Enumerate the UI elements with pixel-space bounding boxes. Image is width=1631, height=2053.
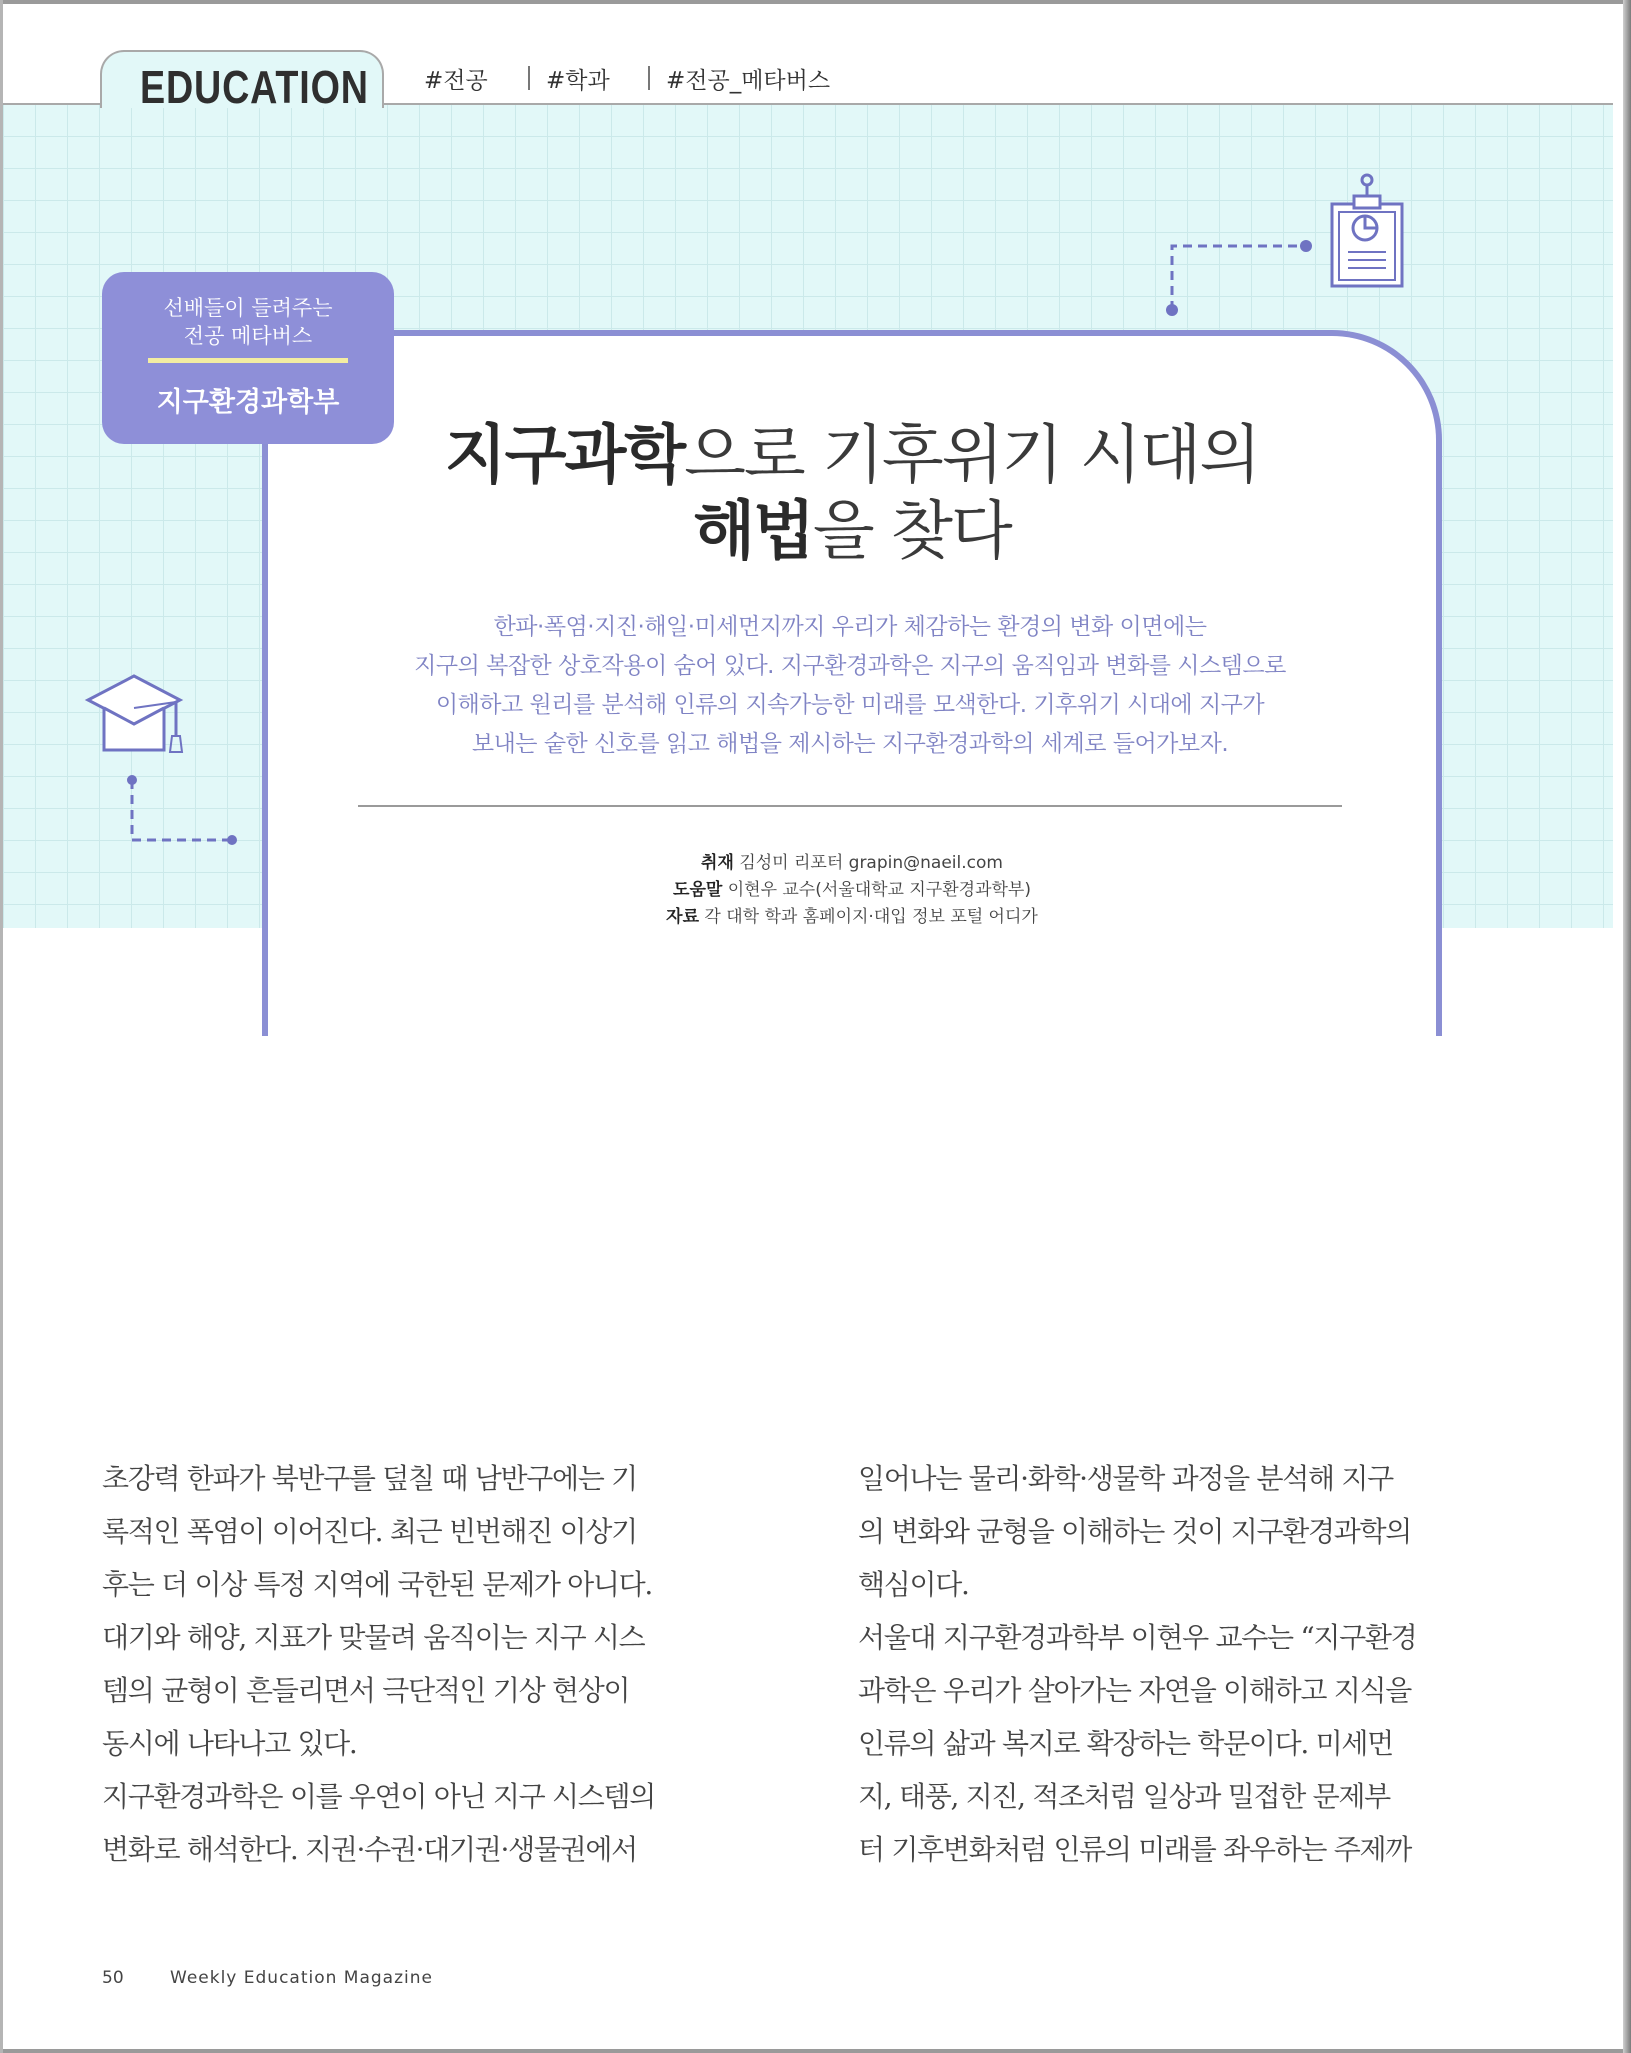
body-line: 후는 더 이상 특정 지역에 국한된 문제가 아니다. — [102, 1568, 653, 1601]
body-line: 과학은 우리가 살아가는 자연을 이해하고 지식을 — [858, 1674, 1411, 1707]
lead-line: 지구의 복잡한 상호작용이 숨어 있다. 지구환경과학은 지구의 움직임과 변화를 시스템으로 — [414, 653, 1286, 679]
clipboard-chart-icon — [1160, 170, 1420, 320]
credit-label: 도움말 — [673, 880, 723, 900]
article-lead — [300, 608, 1400, 764]
body-line: 지구환경과학은 이를 우연이 아닌 지구 시스템의 — [102, 1780, 655, 1813]
section-label: EDUCATION — [140, 61, 369, 113]
credit-label: 취재 — [701, 853, 734, 873]
lead-line: 한파·폭염·지진·해일·미세먼지까지 우리가 체감하는 환경의 변화 이면에는 — [493, 614, 1207, 640]
credit-label: 자료 — [666, 907, 699, 927]
body-column-right — [858, 1452, 1458, 1876]
body-line: 템의 균형이 흔들리면서 극단적인 기상 현상이 — [102, 1674, 630, 1707]
tag-major: #전공 — [424, 68, 488, 94]
body-column-left — [102, 1452, 702, 1876]
credit-advisor — [262, 875, 1442, 900]
body-line: 지, 태풍, 지진, 적조처럼 일상과 밀접한 문제부 — [858, 1780, 1390, 1813]
magazine-name: Weekly Education Magazine — [170, 1968, 433, 1988]
badge-department: 지구환경과학부 — [156, 387, 340, 418]
page-number: 50 — [102, 1968, 124, 1988]
title-line2-bold: 해법 — [693, 495, 813, 569]
page-edge-right — [1623, 0, 1631, 2053]
body-line: 변화로 해석한다. 지권·수권·대기권·생물권에서 — [102, 1833, 637, 1866]
tag-separator — [648, 66, 650, 90]
title-line-1 — [262, 418, 1442, 494]
body-line: 핵심이다. — [858, 1568, 969, 1601]
page-edge-left — [0, 0, 3, 2053]
badge-series-line2: 전공 메타버스 — [183, 324, 313, 348]
lead-line: 이해하고 원리를 분석해 인류의 지속가능한 미래를 모색한다. 기후위기 시대에 지구가 — [435, 692, 1265, 718]
credit-text: 이현우 교수(서울대학교 지구환경과학부) — [727, 880, 1031, 900]
badge-series-line1: 선배들이 들려주는 — [163, 296, 333, 320]
graduation-cap-icon — [84, 670, 244, 850]
credit-source — [262, 902, 1442, 927]
page-edge-bottom — [0, 2049, 1631, 2053]
body-line: 초강력 한파가 북반구를 덮칠 때 남반구에는 기 — [102, 1462, 637, 1495]
body-line: 터 기후변화처럼 인류의 미래를 좌우하는 주제까 — [858, 1833, 1411, 1866]
title-line1-bold: 지구과학 — [444, 419, 685, 493]
article-title — [262, 418, 1442, 570]
lead-divider — [358, 805, 1342, 807]
badge-divider — [148, 358, 348, 363]
tag-separator — [528, 66, 530, 90]
body-line: 인류의 삶과 복지로 확장하는 학문이다. 미세먼 — [858, 1727, 1393, 1760]
tag-major-metaverse: #전공_메타버스 — [666, 68, 831, 94]
body-line: 동시에 나타나고 있다. — [102, 1727, 357, 1760]
title-line-2 — [262, 494, 1442, 570]
title-line2-rest: 을 찾다 — [812, 495, 1011, 569]
body-line: 의 변화와 균형을 이해하는 것이 지구환경과학의 — [858, 1515, 1411, 1548]
tag-department: #학과 — [546, 68, 610, 94]
body-line: 일어나는 물리·화학·생물학 과정을 분석해 지구 — [858, 1462, 1393, 1495]
body-line: 록적인 폭염이 이어진다. 최근 빈번해진 이상기 — [102, 1515, 637, 1548]
lead-line: 보내는 숱한 신호를 읽고 해법을 제시하는 지구환경과학의 세계로 들어가보자. — [471, 731, 1229, 757]
page-edge-top — [0, 0, 1631, 4]
body-line: 서울대 지구환경과학부 이현우 교수는 “지구환경 — [858, 1621, 1417, 1654]
credit-reporter — [262, 848, 1442, 873]
body-line: 대기와 해양, 지표가 맞물려 움직이는 지구 시스 — [102, 1621, 645, 1654]
credit-text: 각 대학 학과 홈페이지·대입 정보 포털 어디가 — [704, 907, 1038, 927]
title-line1-rest: 으로 기후위기 시대의 — [684, 419, 1260, 493]
credit-text: 김성미 리포터 grapin@naeil.com — [739, 853, 1003, 873]
